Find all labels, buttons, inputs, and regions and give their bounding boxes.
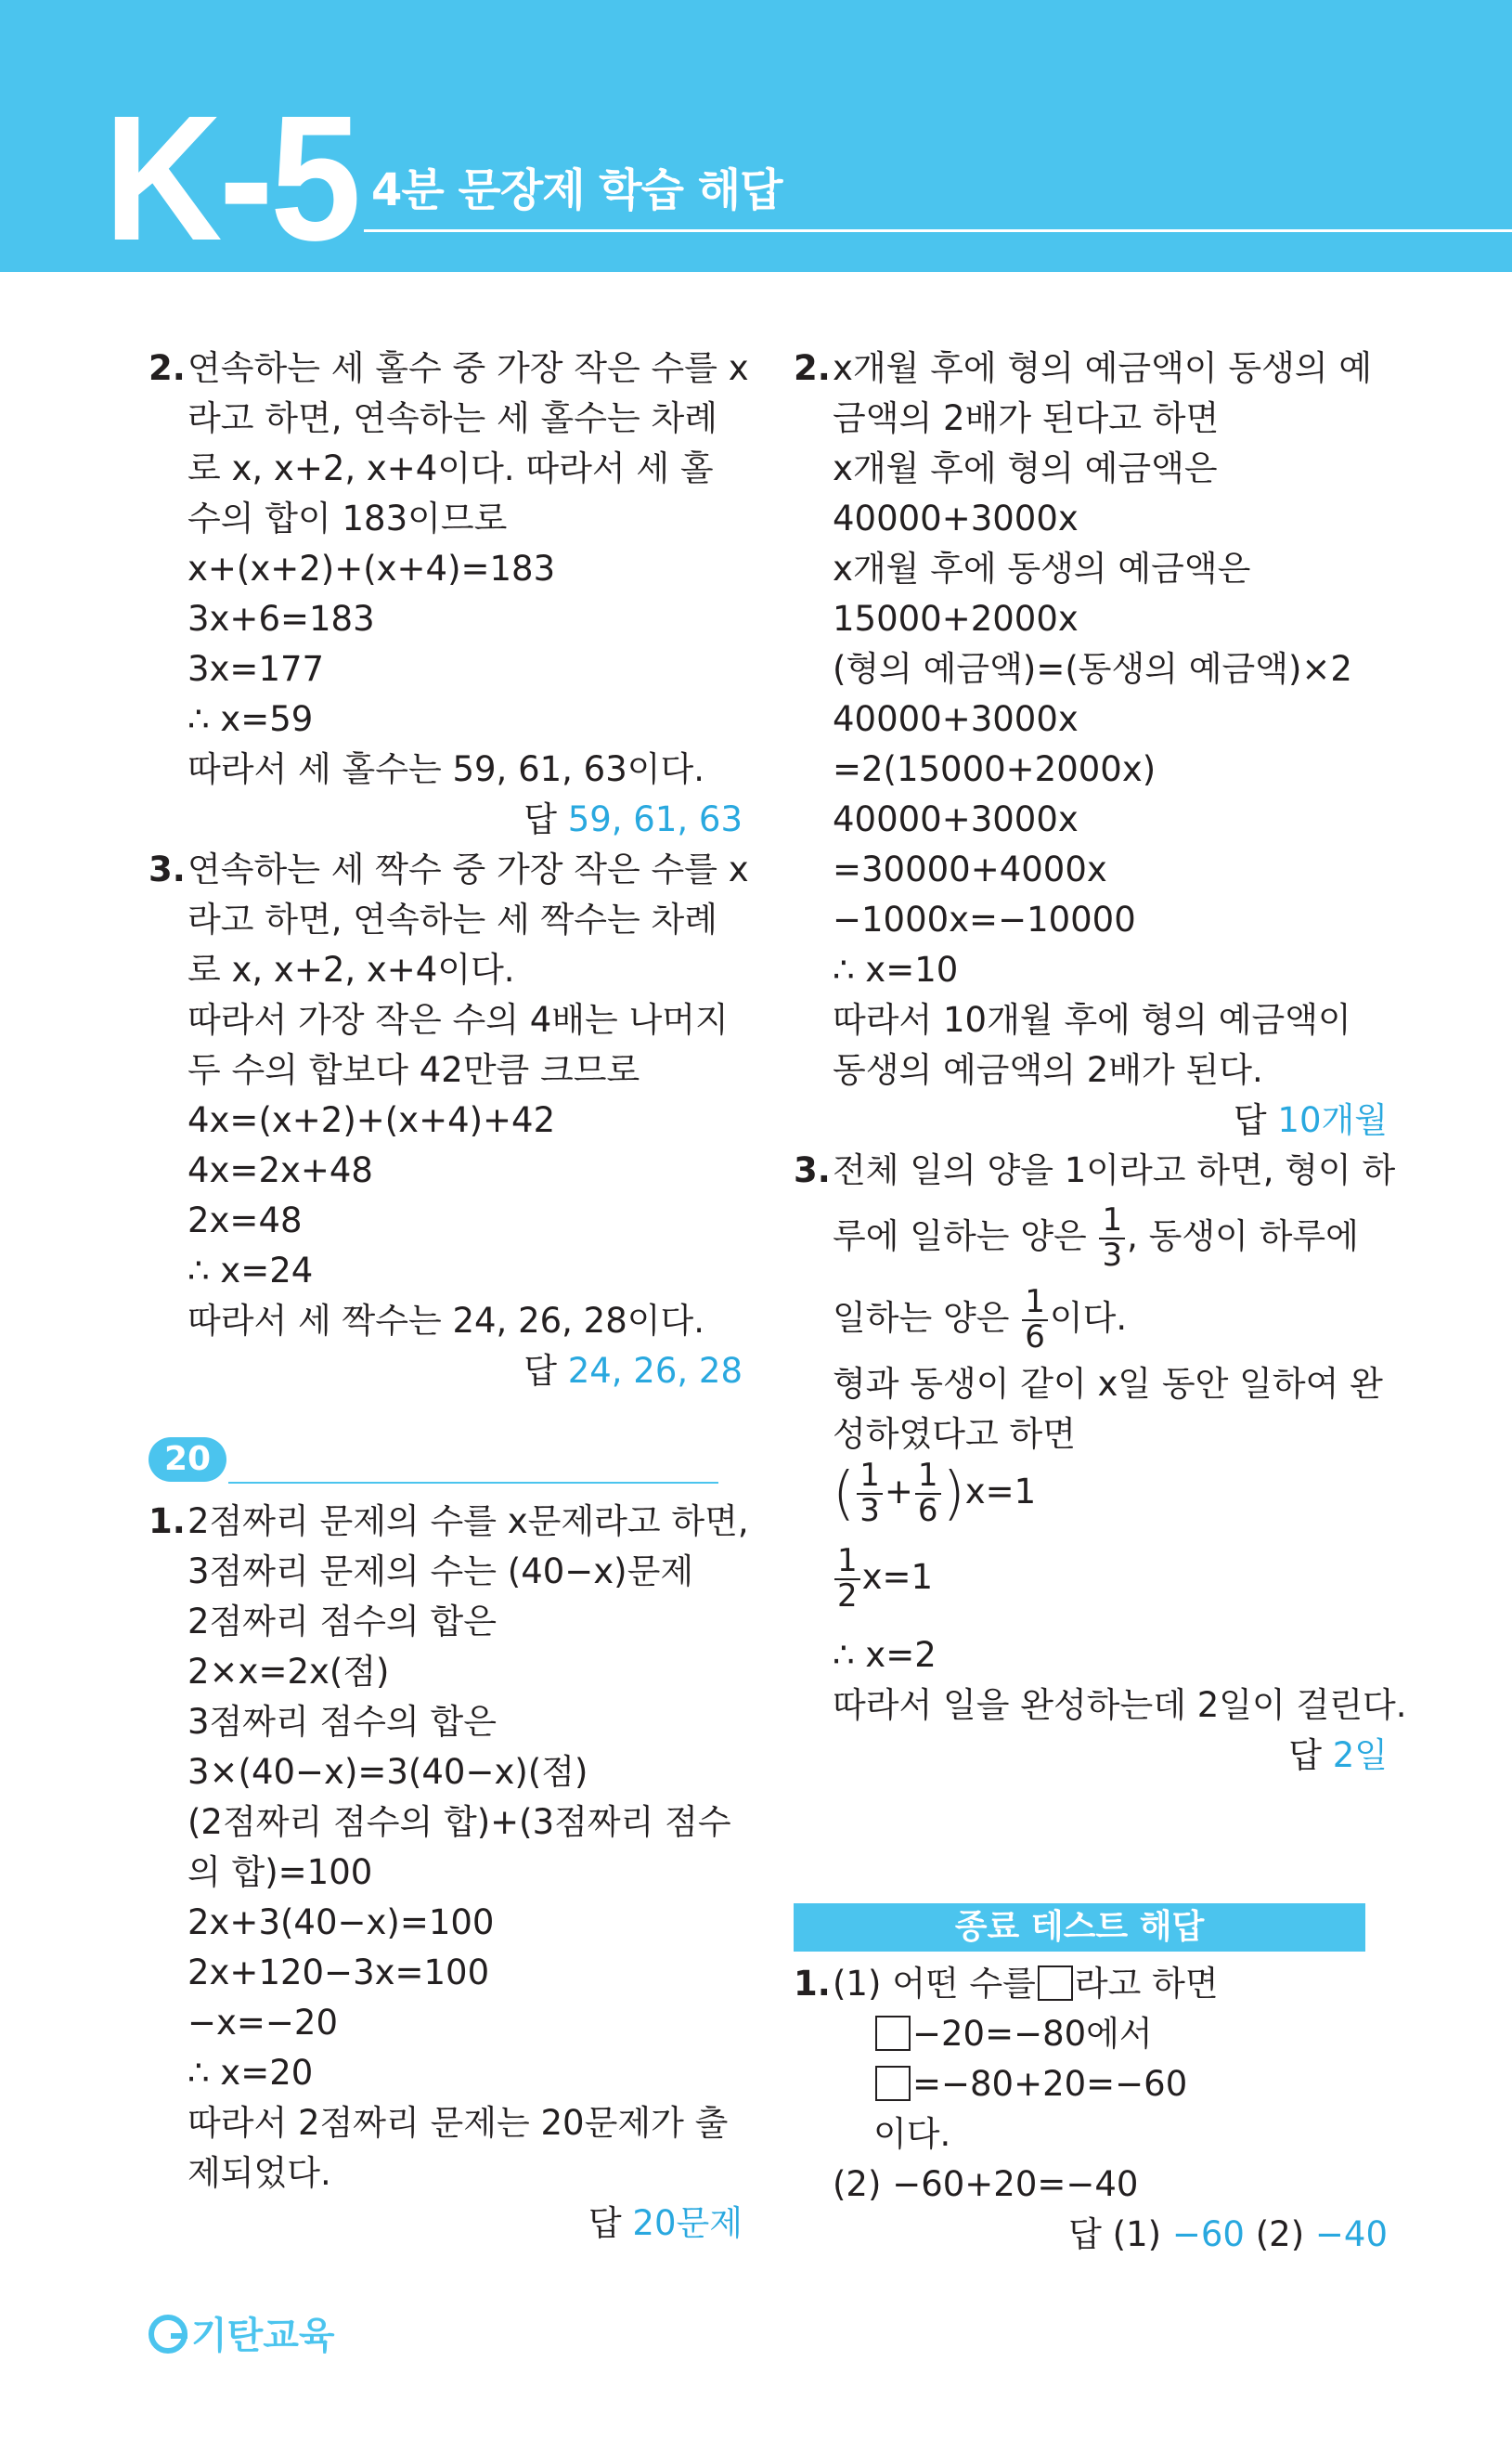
answer-value: 59, 61, 63 <box>567 799 743 839</box>
answer-label: 답 <box>523 799 557 839</box>
left-column <box>149 344 749 1396</box>
text-segment: 라고 하면 <box>1074 1964 1219 2004</box>
equation-line: 15000+2000x <box>833 599 1079 639</box>
problem-number: 3. <box>149 850 186 889</box>
answer-label: 답 <box>588 2203 622 2243</box>
answer-line <box>149 2199 743 2249</box>
denominator: 3 <box>859 1491 880 1529</box>
text-segment: 루에 일하는 양은 <box>833 1216 1087 1256</box>
equation-line: =2(15000+2000x) <box>833 749 1157 789</box>
problem-3-left <box>149 845 749 1396</box>
equation-with-fractions <box>794 1457 1388 1545</box>
text-line: 따라서 2점짜리 문제는 20문제가 출 <box>187 2103 729 2143</box>
problem-number: 2. <box>794 348 831 388</box>
text-line: 전체 일의 양을 1이라고 하면, 형이 하 <box>833 1150 1396 1190</box>
equation-line: 3x+6=183 <box>187 599 375 639</box>
denominator: 6 <box>917 1491 938 1529</box>
equation-line: −x=−20 <box>187 2003 338 2043</box>
answer-line <box>149 1346 743 1396</box>
answer-line <box>794 2210 1388 2260</box>
equation-rest: x=1 <box>861 1557 934 1598</box>
text-line: 따라서 가장 작은 수의 4배는 나머지 <box>187 1000 729 1040</box>
text-line: (2점짜리 점수의 합)+(3점짜리 점수 <box>187 1802 731 1842</box>
text-segment: 이다. <box>1049 1298 1128 1338</box>
answer-value: 10개월 <box>1277 1100 1388 1140</box>
equation-text: −20=−80에서 <box>912 2014 1153 2054</box>
text-line: 따라서 일을 완성하는데 2일이 걸린다. <box>833 1685 1407 1725</box>
text-segment: 일하는 양은 <box>833 1298 1010 1338</box>
text-line: 라고 하면, 연속하는 세 짝수는 차례 <box>187 900 717 940</box>
g-logo-icon <box>149 2315 187 2354</box>
answer-line <box>149 795 743 845</box>
problem-number: 1. <box>149 1501 186 1541</box>
equation-line: 4x=2x+48 <box>187 1150 373 1190</box>
unit-badge: K-5 <box>104 78 358 278</box>
answer-sub-label: (2) <box>1255 2214 1305 2254</box>
text-line: 라고 하면, 연속하는 세 홀수는 차례 <box>187 398 717 438</box>
text-line: 2점짜리 점수의 합은 <box>187 1602 497 1641</box>
fraction <box>834 1542 860 1615</box>
equation-line: 3x=177 <box>187 649 325 689</box>
fraction <box>915 1457 941 1529</box>
blank-box <box>875 2016 911 2051</box>
denominator: 2 <box>837 1576 858 1615</box>
final-test-answers <box>794 1959 1388 2260</box>
right-column <box>794 344 1407 1781</box>
section-rule <box>228 1482 718 1484</box>
equation-line: 2x+120−3x=100 <box>187 1953 490 1992</box>
sub-label: (2) <box>833 2164 882 2204</box>
answer-label: 답 <box>1068 2214 1102 2254</box>
answer-value: 2일 <box>1332 1735 1388 1775</box>
equation-line: ∴ x=59 <box>187 699 314 739</box>
equation-line: 2x=48 <box>187 1200 303 1240</box>
denominator: 6 <box>1025 1317 1045 1356</box>
equation-line <box>794 2059 1388 2109</box>
equation-line: 2×x=2x(점) <box>187 1652 390 1692</box>
text-line: 두 수의 합보다 42만큼 크므로 <box>187 1050 640 1090</box>
operator: + <box>884 1472 913 1512</box>
text-line: 형과 동생이 같이 x일 동안 일하여 완 <box>833 1364 1383 1404</box>
equation-text: −60+20=−40 <box>892 2164 1139 2204</box>
section-badge: 20 <box>149 1437 226 1482</box>
equation-rest: x=1 <box>964 1472 1037 1512</box>
final-test-header: 종료 테스트 해답 <box>794 1903 1365 1952</box>
text-line-with-fraction <box>794 1196 1388 1278</box>
text-line: 연속하는 세 홀수 중 가장 작은 수를 x <box>187 348 749 388</box>
fraction <box>1099 1200 1125 1274</box>
text-line: x개월 후에 형의 예금액이 동생의 예 <box>833 348 1373 388</box>
equation-line: 40000+3000x <box>833 499 1079 538</box>
problem-number: 2. <box>149 348 186 388</box>
numerator: 1 <box>1022 1286 1048 1321</box>
text-line: 로 x, x+2, x+4이다. 따라서 세 홀 <box>187 448 714 488</box>
answer-line <box>794 1096 1388 1146</box>
problem-number: 3. <box>794 1150 831 1190</box>
text-line: 제되었다. <box>187 2153 331 2193</box>
blank-box <box>875 2066 911 2101</box>
answer-sub-label: (1) <box>1112 2214 1162 2254</box>
equation-line: (형의 예금액)=(동생의 예금액)×2 <box>833 649 1352 689</box>
page-header <box>0 0 1512 278</box>
equation-line: 3×(40−x)=3(40−x)(점) <box>187 1752 588 1792</box>
publisher-name: 기탄교육 <box>191 2315 335 2357</box>
left-paren: ( <box>833 1459 856 1527</box>
numerator: 1 <box>834 1545 860 1580</box>
denominator: 3 <box>1102 1236 1123 1274</box>
equation-line: ∴ x=2 <box>833 1635 937 1675</box>
text-line: 따라서 10개월 후에 형의 예금액이 <box>833 1000 1351 1040</box>
equation-line: 40000+3000x <box>833 699 1079 739</box>
answer-value: 24, 26, 28 <box>567 1351 743 1391</box>
publisher-logo <box>149 2306 335 2359</box>
equation-line: −1000x=−10000 <box>833 900 1136 940</box>
text-line: 3점짜리 문제의 수는 (40−x)문제 <box>187 1551 694 1591</box>
equation-line: ∴ x=24 <box>187 1251 314 1291</box>
equation-line: ∴ x=10 <box>833 950 959 990</box>
text-line: 따라서 세 짝수는 24, 26, 28이다. <box>187 1301 705 1341</box>
answer-value: 20문제 <box>632 2203 743 2243</box>
sub-label: (1) <box>833 1964 882 2004</box>
answer-value: −40 <box>1314 2214 1388 2254</box>
numerator: 1 <box>1099 1204 1125 1239</box>
text-line: 성하였다고 하면 <box>833 1414 1076 1454</box>
text-line: 따라서 세 홀수는 59, 61, 63이다. <box>187 749 705 789</box>
blank-box <box>1038 1965 1073 2001</box>
equation-line: 2x+3(40−x)=100 <box>187 1902 495 1942</box>
problem-3-right <box>794 1146 1407 1781</box>
numerator: 1 <box>915 1460 941 1495</box>
text-segment: , 동생이 하루에 <box>1127 1216 1359 1256</box>
text-line: 동생의 예금액의 2배가 된다. <box>833 1050 1263 1090</box>
header-rule <box>364 229 1512 232</box>
left-column-section-20 <box>149 1497 749 2249</box>
answer-label: 답 <box>523 1351 557 1391</box>
answer-label: 답 <box>1288 1735 1322 1775</box>
answer-line <box>794 1731 1388 1781</box>
text-line: x개월 후에 동생의 예금액은 <box>833 549 1251 589</box>
equation-line: ∴ x=20 <box>187 2053 314 2093</box>
equation-text: =−80+20=−60 <box>912 2064 1188 2104</box>
text-line-with-fraction <box>794 1278 1388 1359</box>
equation-line: 4x=(x+2)+(x+4)+42 <box>187 1100 556 1140</box>
text-line: 금액의 2배가 된다고 하면 <box>833 398 1220 438</box>
text-line: 수의 합이 183이므로 <box>187 499 508 538</box>
equation-line: =30000+4000x <box>833 850 1107 889</box>
equation-line <box>794 2160 1388 2210</box>
equation-line <box>794 2009 1388 2059</box>
answer-label: 답 <box>1233 1100 1267 1140</box>
text-segment: 어떤 수를 <box>892 1964 1036 2004</box>
problem-2-right <box>794 344 1388 1146</box>
page-title: 4분 문장제 학습 해답 <box>371 164 782 216</box>
problem-number: 1. <box>794 1964 831 2004</box>
text-line: 연속하는 세 짝수 중 가장 작은 수를 x <box>187 850 749 889</box>
text-line: 3점짜리 점수의 합은 <box>187 1702 497 1742</box>
text-line: x개월 후에 형의 예금액은 <box>833 448 1218 488</box>
equation-with-fraction <box>794 1542 1388 1630</box>
problem-2-left <box>149 344 749 845</box>
problem-1-left <box>149 1497 749 2249</box>
answer-value: −60 <box>1171 2214 1245 2254</box>
text-line: 이다. <box>873 2114 951 2154</box>
text-line: 2점짜리 문제의 수를 x문제라고 하면, <box>187 1501 749 1541</box>
equation-line: 40000+3000x <box>833 799 1079 839</box>
text-line: 의 합)=100 <box>187 1852 373 1892</box>
text-line: 로 x, x+2, x+4이다. <box>187 950 515 990</box>
fraction <box>1022 1282 1048 1356</box>
equation-line: x+(x+2)+(x+4)=183 <box>187 549 556 589</box>
right-paren: ) <box>942 1459 965 1527</box>
numerator: 1 <box>857 1460 883 1495</box>
fraction <box>857 1457 883 1529</box>
